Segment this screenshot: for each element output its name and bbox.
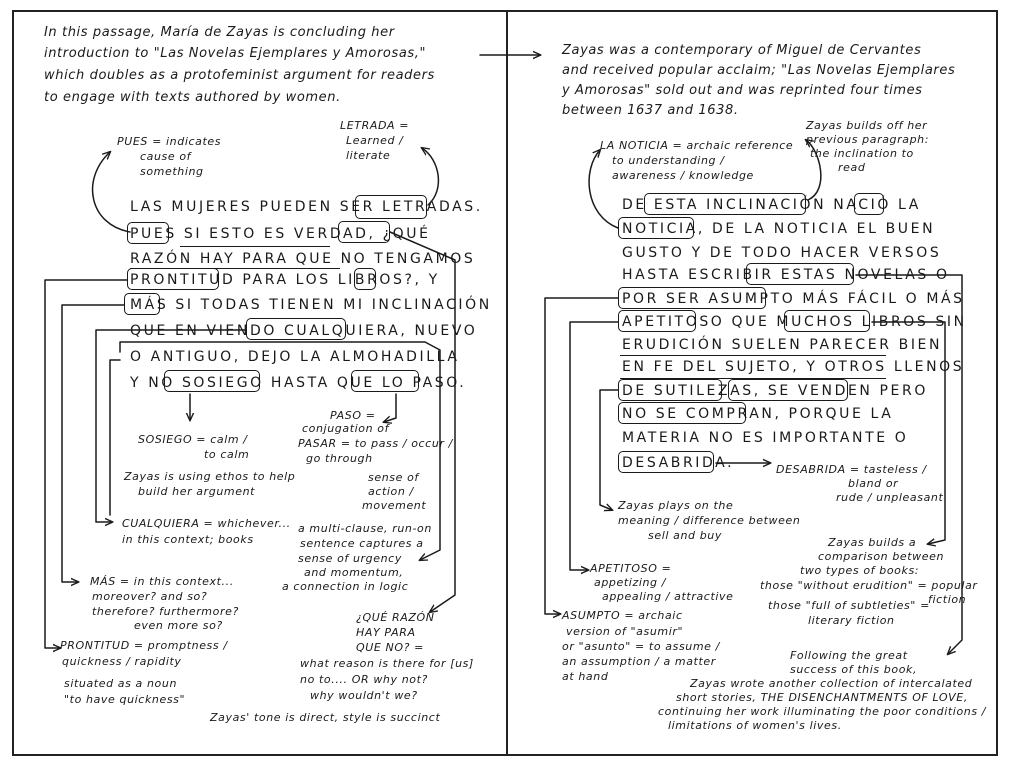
right-intro-line: Zayas was a contemporary of Miguel de Cervantes — [562, 43, 922, 58]
note-line: DESABRIDA = tasteless / — [776, 463, 927, 476]
note-line: ASUMPTO = archaic — [562, 609, 683, 622]
passage-line: ERUDICIÓN SUELEN PARECER BIEN — [622, 337, 943, 353]
note-line: fiction — [928, 593, 967, 606]
note-line: Zayas plays on the — [618, 499, 734, 512]
note-line: why wouldn't we? — [310, 689, 418, 702]
note-line: and momentum, — [304, 566, 404, 579]
note-line: the inclination to — [810, 147, 914, 160]
note-line: limitations of women's lives. — [668, 719, 842, 732]
passage-line: DE SUTILEZAS, SE VENDEN PERO — [622, 383, 928, 399]
box-noticia — [618, 217, 694, 239]
note-line: ¿QUÉ RAZÓN — [356, 611, 435, 624]
note-line: SOSIEGO = calm / — [138, 433, 248, 446]
note-line: appetizing / — [594, 576, 667, 589]
note-line: build her argument — [138, 485, 256, 498]
note-line: APETITOSO = — [590, 562, 672, 575]
note-line: Learned / — [346, 134, 404, 147]
note-line: appealing / attractive — [602, 590, 734, 603]
note-line: CUALQUIERA = whichever... — [122, 517, 291, 530]
box-la — [854, 193, 884, 215]
right-intro-line: and received popular acclaim; "Las Novelas Ejemplares — [562, 63, 956, 78]
note-line: literate — [346, 149, 391, 162]
passage-line: MÁS SI TODAS TIENEN MI INCLINACIÓN — [130, 297, 492, 313]
box-desabrida — [618, 451, 714, 473]
underline-sujeto — [620, 378, 886, 379]
underline-razon — [180, 246, 330, 247]
left-intro-line: to engage with texts authored by women. — [44, 90, 341, 105]
note-line: LETRADA = — [340, 119, 410, 132]
note-line: those "full of subtleties" = — [768, 599, 930, 612]
passage-line: PRONTITUD PARA LOS LIBROS?, Y — [130, 272, 440, 288]
passage-line: PUES SI ESTO ES VERDAD, ¿QUÉ — [130, 226, 431, 242]
note-line: conjugation of — [302, 422, 390, 435]
note-line: Zayas builds off her — [806, 119, 928, 132]
passage-line: APETITOSO QUE MUCHOS LIBROS SIN — [622, 314, 967, 330]
note-tone: Zayas' tone is direct, style is succinct — [210, 711, 441, 724]
note-line: therefore? furthermore? — [92, 605, 239, 618]
box-no-se-compran — [618, 402, 746, 424]
passage-line: EN FE DEL SUJETO, Y OTROS LLENOS — [622, 359, 965, 375]
note-line: moreover? and so? — [92, 590, 208, 603]
note-line: a connection in logic — [282, 580, 409, 593]
left-intro-line: introduction to "Las Novelas Ejemplares y Amorosas," — [44, 46, 427, 61]
note-line: QUE NO? = — [356, 641, 424, 654]
note-line: Zayas is using ethos to help — [124, 470, 296, 483]
box-prontitud — [127, 268, 219, 290]
passage-line: MATERIA NO ES IMPORTANTE O — [622, 430, 909, 446]
note-line: meaning / difference between — [618, 514, 801, 527]
note-line: awareness / knowledge — [612, 169, 754, 182]
box-pues — [127, 222, 169, 244]
note-line: HAY PARA — [356, 626, 416, 639]
note-line: to calm — [204, 448, 250, 461]
note-line: PUES = indicates — [117, 135, 222, 148]
note-line: "to have quickness" — [64, 693, 186, 706]
box-que — [338, 221, 390, 243]
note-line: or "asunto" = to assume / — [562, 640, 720, 653]
box-esta-inclinacion — [644, 193, 806, 215]
passage-line: DESABRIDA. — [622, 455, 735, 471]
box-lo-paso — [351, 370, 419, 392]
note-line: comparison between — [818, 550, 945, 563]
note-line: what reason is there for [us] — [300, 657, 474, 670]
note-line: at hand — [562, 670, 609, 683]
note-line: previous paragraph: — [806, 133, 930, 146]
note-line: something — [140, 165, 204, 178]
note-line: in this context; books — [122, 533, 254, 546]
note-line: sentence captures a — [300, 537, 424, 550]
box-mas — [124, 293, 160, 315]
passage-line: O ANTIGUO, DEJO LA ALMOHADILLA — [130, 349, 460, 365]
note-line: literary fiction — [808, 614, 895, 627]
box-letradas — [355, 195, 427, 219]
underline-erudicion — [620, 355, 886, 356]
note-line: PRONTITUD = promptness / — [60, 639, 228, 652]
box-apetitoso — [618, 310, 696, 332]
note-line: continuing her work illuminating the poor conditions / — [658, 705, 987, 718]
box-sutilezas — [618, 379, 722, 401]
note-line: go through — [306, 452, 373, 465]
passage-line: RAZÓN HAY PARA QUE NO TENGAMOS — [130, 251, 476, 267]
passage-line: LAS MUJERES PUEDEN SER LETRADAS. — [130, 199, 483, 215]
note-line: bland or — [848, 477, 899, 490]
box-se-venden — [728, 379, 848, 401]
note-line: success of this book, — [790, 663, 918, 676]
note-line: even more so? — [134, 619, 223, 632]
note-line: MÁS = in this context... — [90, 575, 234, 588]
passage-line: POR SER ASUMPTO MÁS FÁCIL O MÁS — [622, 291, 965, 307]
note-line: Zayas builds a — [828, 536, 917, 549]
note-line: to understanding / — [612, 154, 725, 167]
passage-line: Y NO SOSIEGO HASTA QUE LO PASO. — [130, 375, 467, 391]
box-estas-novelas — [746, 263, 854, 285]
note-line: sense of urgency — [298, 552, 402, 565]
passage-line: QUE EN VIENDO CUALQUIERA, NUEVO — [130, 323, 478, 339]
note-line: read — [838, 161, 866, 174]
note-line: action / — [368, 485, 414, 498]
note-line: quickness / rapidity — [62, 655, 182, 668]
note-line: PASAR = to pass / occur / — [298, 437, 453, 450]
note-line: rude / unpleasant — [836, 491, 944, 504]
note-line: version of "asumir" — [566, 625, 684, 638]
note-line: a multi-clause, run-on — [298, 522, 432, 535]
passage-line: GUSTO Y DE TODO HACER VERSOS — [622, 245, 942, 261]
box-no-sosiego — [164, 370, 260, 392]
box-question — [354, 268, 376, 290]
passage-line: NO SE COMPRAN, PORQUE LA — [622, 406, 894, 422]
note-line: Zayas wrote another collection of intercalated — [690, 677, 973, 690]
note-line: PASO = — [330, 409, 376, 422]
passage-line: HASTA ESCRIBIR ESTAS NOVELAS O — [622, 267, 950, 283]
passage-line: DE ESTA INCLINACIÓN NACIÓ LA — [622, 197, 921, 213]
note-line: short stories, THE DISENCHANTMENTS OF LOVE, — [676, 691, 968, 704]
note-line: movement — [362, 499, 427, 512]
box-libros-sin — [784, 310, 870, 332]
box-asumpto — [618, 287, 766, 309]
note-line: LA NOTICIA = archaic reference — [600, 139, 794, 152]
right-intro-line: between 1637 and 1638. — [562, 103, 739, 118]
box-cualquiera — [246, 318, 346, 340]
note-line: Following the great — [790, 649, 908, 662]
right-intro-line: y Amorosas" sold out and was reprinted four times — [562, 83, 923, 98]
passage-line: NOTICIA, DE LA NOTICIA EL BUEN — [622, 221, 936, 237]
note-line: sense of — [368, 471, 419, 484]
left-intro-line: In this passage, María de Zayas is concluding her — [44, 25, 395, 40]
left-intro-line: which doubles as a protofeminist argument for readers — [44, 68, 435, 83]
note-line: sell and buy — [648, 529, 722, 542]
note-line: no to.... OR why not? — [300, 673, 428, 686]
note-line: situated as a noun — [64, 677, 178, 690]
note-line: two types of books: — [800, 564, 920, 577]
note-line: cause of — [140, 150, 192, 163]
note-line: those "without erudition" = popular — [760, 579, 978, 592]
note-line: an assumption / a matter — [562, 655, 716, 668]
underline-razon-2 — [130, 268, 340, 269]
